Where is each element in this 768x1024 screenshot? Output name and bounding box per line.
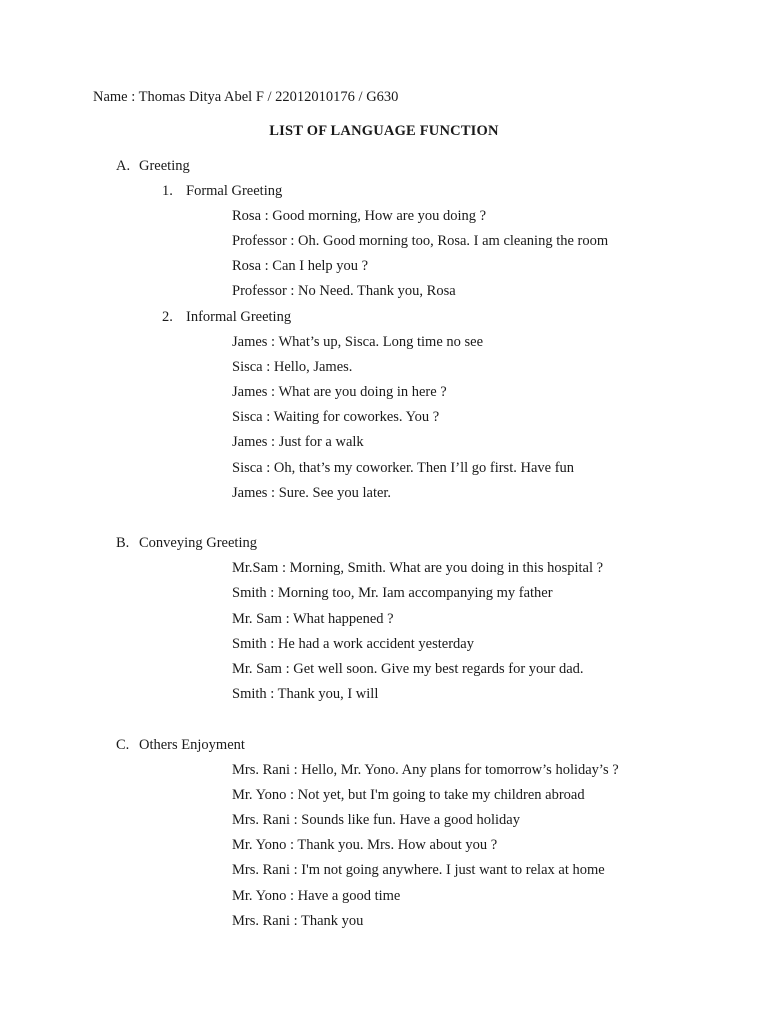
dialogue-line: James : What are you doing in here ? bbox=[232, 384, 447, 400]
dialogue-line: Professor : Oh. Good morning too, Rosa. I am cleaning the room bbox=[232, 233, 609, 249]
dialogue-line: Mrs. Rani : Hello, Mr. Yono. Any plans for tomorrow’s holiday’s ? bbox=[232, 762, 619, 778]
dialogue-line: Smith : He had a work accident yesterday bbox=[232, 636, 474, 652]
dialogue-line: Mr. Yono : Not yet, but I'm going to take my children abroad bbox=[232, 787, 585, 803]
dialogue-line: Mr. Yono : Have a good time bbox=[232, 888, 401, 904]
dialogue-line: Sisca : Oh, that’s my coworker. Then I’ll go first. Have fun bbox=[232, 460, 575, 476]
dialogue-line: James : Just for a walk bbox=[232, 434, 364, 450]
dialogue-line: Smith : Thank you, I will bbox=[232, 686, 379, 702]
dialogue-line: Mr. Yono : Thank you. Mrs. How about you ? bbox=[232, 837, 498, 853]
document-title: LIST OF LANGUAGE FUNCTION bbox=[269, 123, 499, 139]
dialogue-line: Mr.Sam : Morning, Smith. What are you doing in this hospital ? bbox=[232, 560, 604, 576]
section-marker-b: B. bbox=[116, 535, 130, 551]
subsection-marker-2: 2. bbox=[162, 309, 173, 325]
dialogue-line: Rosa : Good morning, How are you doing ? bbox=[232, 208, 487, 224]
section-label-greeting: Greeting bbox=[139, 158, 190, 174]
dialogue-line: Mr. Sam : What happened ? bbox=[232, 611, 394, 627]
dialogue-line: Sisca : Waiting for coworkes. You ? bbox=[232, 409, 440, 425]
dialogue-line: James : Sure. See you later. bbox=[232, 485, 392, 501]
section-label-conveying-greeting: Conveying Greeting bbox=[139, 535, 257, 551]
dialogue-line: Mr. Sam : Get well soon. Give my best regards for your dad. bbox=[232, 661, 584, 677]
dialogue-line: Mrs. Rani : I'm not going anywhere. I just want to relax at home bbox=[232, 862, 605, 878]
dialogue-line: Mrs. Rani : Sounds like fun. Have a good holiday bbox=[232, 812, 520, 828]
subsection-label-formal-greeting: Formal Greeting bbox=[186, 183, 283, 199]
subsection-marker-1: 1. bbox=[162, 183, 173, 199]
dialogue-line: Rosa : Can I help you ? bbox=[232, 258, 369, 274]
dialogue-line: James : What’s up, Sisca. Long time no see bbox=[232, 334, 484, 350]
author-name-line: Name : Thomas Ditya Abel F / 22012010176 / G630 bbox=[93, 89, 399, 105]
subsection-label-informal-greeting: Informal Greeting bbox=[186, 309, 292, 325]
dialogue-line: Mrs. Rani : Thank you bbox=[232, 913, 364, 929]
section-marker-c: C. bbox=[116, 737, 130, 753]
dialogue-line: Smith : Morning too, Mr. Iam accompanying my father bbox=[232, 585, 553, 601]
dialogue-line: Sisca : Hello, James. bbox=[232, 359, 353, 375]
section-marker-a: A. bbox=[116, 158, 131, 174]
section-label-others-enjoyment: Others Enjoyment bbox=[139, 737, 245, 753]
dialogue-line: Professor : No Need. Thank you, Rosa bbox=[232, 283, 456, 299]
